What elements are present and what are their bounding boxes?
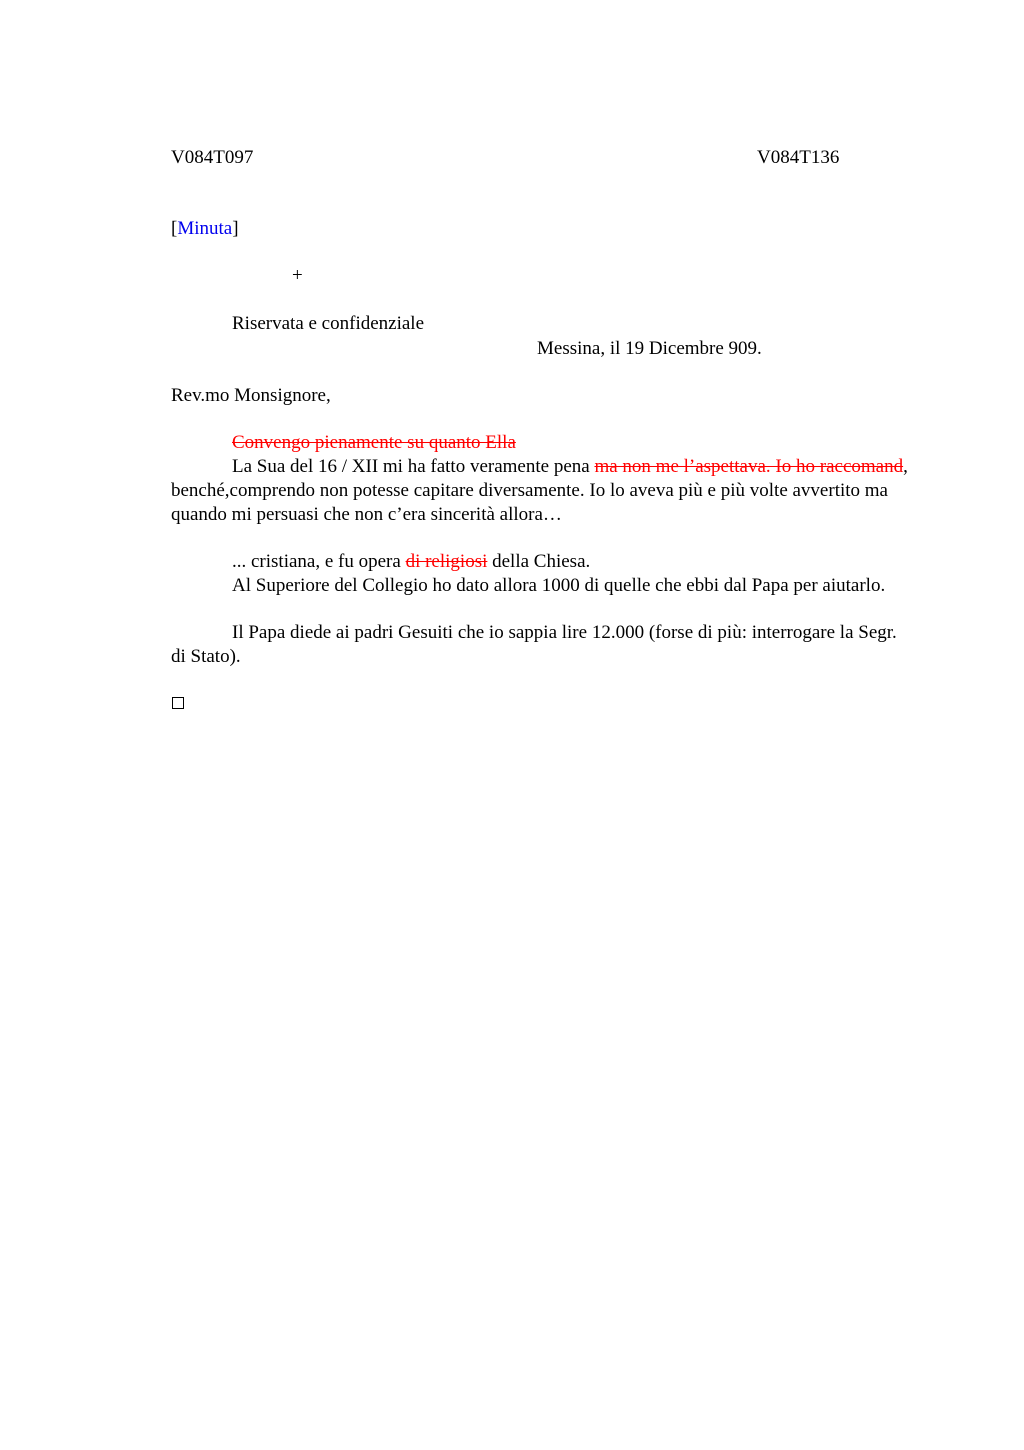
empty-square-icon	[172, 697, 184, 709]
document-type-label	[171, 217, 239, 241]
paragraph-3: Al Superiore del Collegio ho dato allora 1000 di quelle che ebbi dal Papa per aiutarlo.	[232, 575, 886, 596]
archive-code-left: V084T097	[171, 147, 254, 168]
paragraph-2-text-b: della Chiesa.	[487, 551, 591, 572]
paragraph-4: Il Papa diede ai padri Gesuiti che io sappia lire 12.000 (forse di più: interrogare la Segr. di Stato).	[171, 622, 897, 667]
paragraph-1-text-b: , benché,comprendo non potesse capitare diversamente. Io lo aveva più e più volte avvertito ma quando mi persuasi che non c’era sincerità allora…	[171, 456, 908, 525]
close-bracket: ]	[232, 218, 239, 239]
paragraph-1-text-a: La Sua del 16 / XII mi ha fatto veramente pena	[232, 456, 595, 477]
minuta-word: Minuta	[177, 218, 233, 239]
cross-mark: +	[292, 265, 303, 286]
paragraph-2	[171, 550, 911, 574]
dateline: Messina, il 19 Dicembre 909.	[537, 338, 762, 359]
confidential-note: Riservata e confidenziale	[232, 313, 425, 334]
deleted-line: Convengo pienamente su quanto Ella	[232, 432, 516, 453]
archive-code-right: V084T136	[757, 147, 840, 168]
paragraph-1	[171, 455, 911, 527]
salutation: Rev.mo Monsignore,	[171, 385, 331, 406]
paragraph-2-text-a: ... cristiana, e fu opera	[232, 551, 406, 572]
paragraph-1-deleted: ma non me l’aspettava. Io ho raccomand	[594, 456, 904, 477]
paragraph-2-deleted: di religiosi	[405, 551, 488, 572]
open-bracket: [	[171, 218, 178, 239]
